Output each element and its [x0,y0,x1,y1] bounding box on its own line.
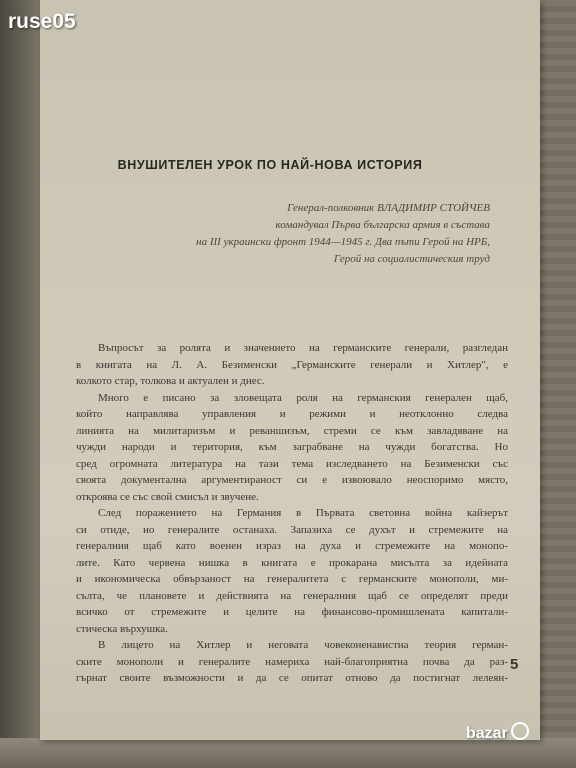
body-line: сълта, че плановете и действията на генералния щаб се определят преди [76,589,508,602]
body-line: си отиде, но генералите останаха. Запазиха се духът и стремежите на [76,523,508,536]
body-line: и икономическа обвързаност на генералитета с германските монополи, ми- [76,573,508,585]
body-line: колкото стар, толкова и актуален и днес. [76,375,265,387]
body-line: чужди народи и територия, към заграбване на чужди богатства. Но [76,441,508,453]
body-line: откроява се със свой смисъл и звучене. [76,490,259,503]
page-number: 5 [510,656,519,673]
background-right [536,0,576,768]
author-line: Герой на социалистическия труд [333,253,490,265]
body-line: своята документална аргументираност си е извоювало неоспоримо място, [76,474,508,486]
chapter-title: ВНУШИТЕЛЕН УРОК ПО НАЙ-НОВА ИСТОРИЯ [117,158,423,172]
body-line: линията на милитаризъм и реваншизъм, стреми се към завладяване на [76,424,508,437]
body-line: стическа върхушка. [76,622,168,635]
body-text [76,340,508,687]
logo-mark-icon [511,722,529,740]
body-line: В лицето на Хитлер и неговата човеконенавистна теория герман- [98,639,508,651]
body-line: Много е писано за зловещата роля на германския генерален щаб, [98,391,508,404]
body-line: Въпросът за ролята и значението на германските генерали, разгледан [98,342,508,354]
seller-watermark: ruse05 [8,10,76,33]
author-line: командувал Първа българска армия в състава [275,219,490,231]
body-line: който направлява управления и режими и неотклонно следва [76,408,508,420]
body-line: гърнат своите възможности и да се опитат отново да постигнат лелеян- [76,672,508,684]
author-block [150,200,490,268]
body-line: ските монополи и генералите намериха най-благоприятна почва да раз- [76,655,508,668]
body-line: генералния щаб като военен израз на духа и стремежите на монопо- [76,540,508,552]
author-line: на III украински фронт 1944—1945 г. Два пъти Герой на НРБ, [196,236,490,248]
body-line: сред огромната литература на тази тема изследването на Безименски със [76,457,508,470]
body-line: в книгата на Л. А. Безименски „Германските генерали и Хитлер", е [76,358,508,371]
body-line: лите. Като червена нишка в книгата е прокарана мисълта за идейната [76,556,508,569]
bazar-logo [466,722,529,743]
body-line: всичко от стремежите и целите на финансово-промишлената капитали- [76,606,508,618]
author-line: Генерал-полковник ВЛАДИМИР СТОЙЧЕВ [287,202,490,214]
logo-text: bazar [466,725,508,742]
body-line: След поражението на Германия в Първата световна война кайзерът [98,507,508,519]
